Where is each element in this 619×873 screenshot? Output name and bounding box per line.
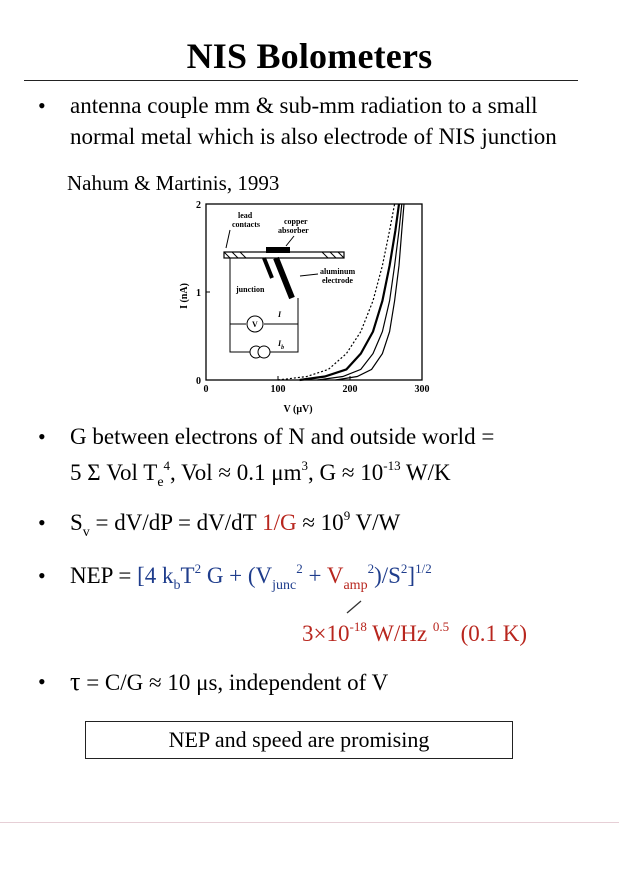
label-junction: junction <box>236 285 265 294</box>
y-tick-label: 2 <box>196 200 201 211</box>
bullet-antenna <box>0 91 619 151</box>
citation: Nahum & Martinis, 1993 <box>67 171 280 195</box>
label-ib: $I_b$ <box>278 339 285 351</box>
conductance-formula: 5 Σ Vol $T_e^4$, Vol ≈ 0.1 $\mu m^3$, $G \approx 10^{-13}$ W/K <box>70 458 451 490</box>
pointer-copper <box>286 236 294 246</box>
iv-curve-2 <box>300 204 399 380</box>
responsivity-formula: $S_v = dV/dP = dV/dT$ $1/G \approx 10^9$ V/W <box>70 508 401 540</box>
time-constant-formula: τ = C/G ≈ 10 μs, independent of V <box>70 667 389 696</box>
iv-curve-4 <box>336 204 404 380</box>
label-v-meter: V <box>252 320 258 329</box>
pointer-aluminum <box>300 274 318 276</box>
label-contacts: contacts <box>232 220 260 229</box>
bullet-dot: • <box>38 93 46 118</box>
label-copper: copper <box>284 217 308 226</box>
bullet-dot: • <box>38 563 46 588</box>
bullet-dot: • <box>38 424 46 449</box>
bullet-time-constant <box>0 667 619 701</box>
circuit-wires <box>230 258 298 352</box>
iv-curve-figure <box>160 196 440 416</box>
bullet-nep <box>0 561 619 651</box>
x-tick-label: 0 <box>203 384 209 395</box>
nep-arrow <box>345 599 365 615</box>
aluminum-electrode <box>276 258 292 298</box>
pointer-lead <box>226 230 230 248</box>
label-electrode: electrode <box>322 276 353 285</box>
bullet-dot: • <box>38 510 46 535</box>
junction-lead <box>264 258 272 278</box>
highlight-1-over-g: 1/G <box>262 510 297 535</box>
y-tick-label: 1 <box>196 288 201 299</box>
y-tick-label: 0 <box>196 376 201 387</box>
page-title: NIS Bolometers <box>186 36 433 76</box>
bullet-text-line-2: normal metal which is also electrode of NIS junction <box>70 124 557 149</box>
x-tick-label: 200 <box>342 384 358 395</box>
current-source-icon-2 <box>258 346 270 358</box>
x-axis-label: V (μV) <box>283 404 313 415</box>
bullet-thermal-conductance <box>0 422 619 488</box>
bottom-divider <box>0 822 619 823</box>
x-tick-label: 300 <box>414 384 430 395</box>
title-divider <box>24 80 578 81</box>
label-lead: lead <box>238 211 253 220</box>
label-i: I <box>278 310 282 319</box>
x-tick-label: 100 <box>270 384 286 395</box>
bullet-text-line-1: antenna couple mm & sub-mm radiation to a small <box>70 93 538 118</box>
nep-value: $3\times 10^{-18}$ W/Hz $^{0.5}$ (0.1 K) <box>302 619 528 646</box>
copper-block <box>266 247 290 253</box>
device-schematic <box>224 211 355 358</box>
bullet-dot: • <box>38 669 46 694</box>
y-axis-label: I (nA) <box>179 283 190 309</box>
bullet-responsivity <box>0 508 619 542</box>
label-absorber: absorber <box>278 226 309 235</box>
bullet-text: G between electrons of N and outside world = <box>70 424 495 449</box>
label-aluminum: aluminum <box>320 267 356 276</box>
nep-formula: NEP = [4 $k_bT^2$ $G + (V_{junc}^2 + V_{amp}^2)/S^2]^{1/2}$ <box>70 561 432 593</box>
conclusion-box: NEP and speed are promising <box>85 721 513 759</box>
